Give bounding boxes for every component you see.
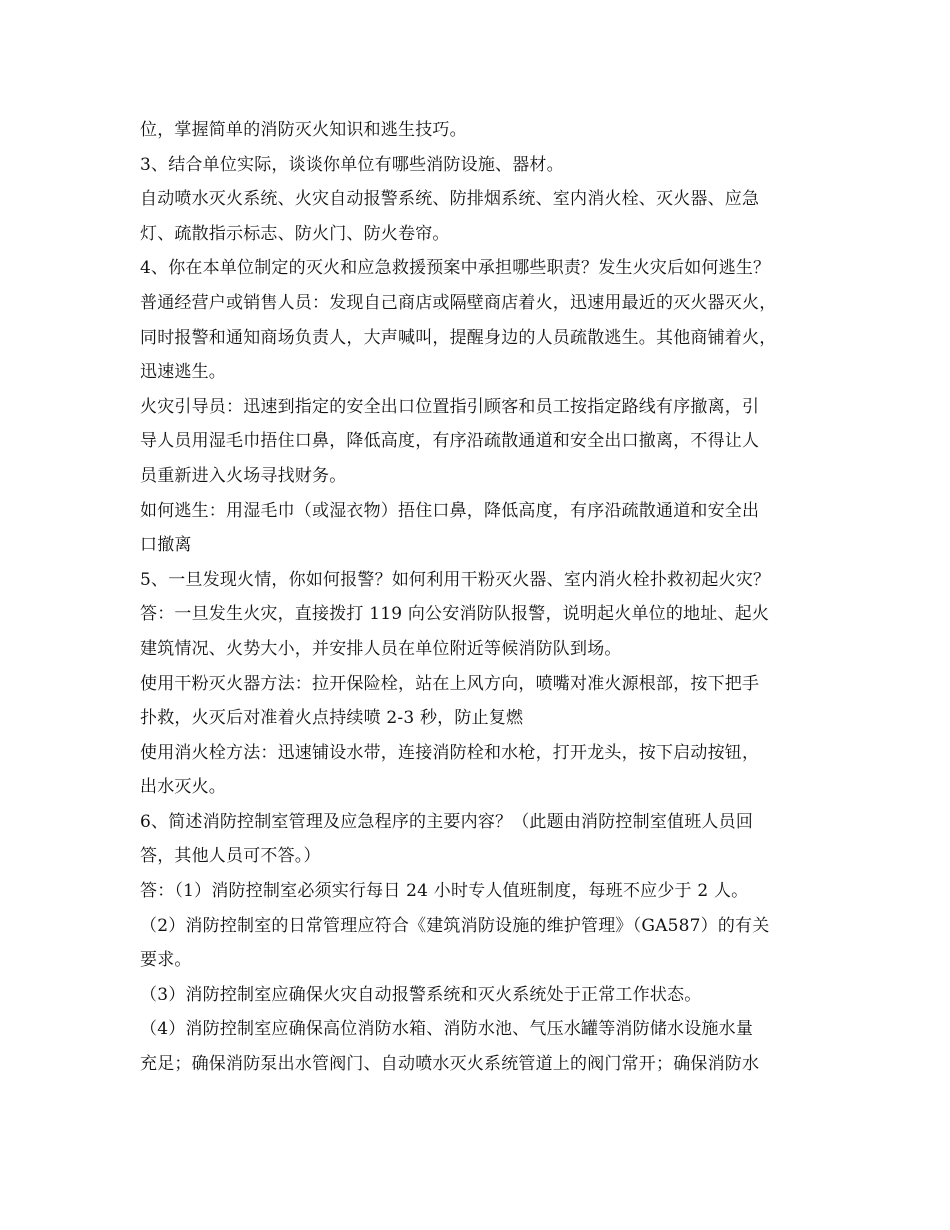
text-line: 员重新进入火场寻找财务。 [140,465,347,486]
text-line: 迅速逃生。 [140,362,226,383]
text-line: 普通经营户或销售人员：发现自己商店或隔壁商店着火，迅速用最近的灭火器灭火， [140,292,777,313]
text-line: 要求。 [140,950,192,971]
text-line: 导人员用湿毛巾捂住口鼻，降低高度，有序沿疏散通道和安全出口撤离，不得让人 [140,431,760,452]
text-line: （2）消防控制室的日常管理应符合《建筑消防设施的维护管理》（GA587）的有关 [140,915,770,936]
question-3-heading: 3、结合单位实际，谈谈你单位有哪些消防设施、器材。 [140,154,564,175]
text-line: （3）消防控制室应确保火灾自动报警系统和灭火系统处于正常工作状态。 [140,984,702,1005]
text-line: 答：（1）消防控制室必须实行每日 24 小时专人值班制度，每班不应少于 2 人。 [140,881,749,902]
text-line: 火灾引导员：迅速到指定的安全出口位置指引顾客和员工按指定路线有序撤离，引 [140,396,760,417]
text-line: 口撤离 [140,535,192,556]
text-line: （4）消防控制室应确保高位消防水箱、消防水池、气压水罐等消防储水设施水量 [140,1019,754,1040]
question-6-heading: 6、简述消防控制室管理及应急程序的主要内容？（此题由消防控制室值班人员回 [140,811,754,832]
question-4-heading: 4、你在本单位制定的灭火和应急救援预案中承担哪些职责？发生火灾后如何逃生？ [140,258,771,279]
text-line: 建筑情况、火势大小，并安排人员在单位附近等候消防队到场。 [140,638,622,659]
text-line: 使用消火栓方法：迅速铺设水带，连接消防栓和水枪，打开龙头，按下启动按钮， [140,742,760,763]
question-5-heading: 5、一旦发现火情，你如何报警？如何利用干粉灭火器、室内消火栓扑救初起火灾？ [140,569,771,590]
text-line: 答：一旦发生火灾，直接拨打 119 向公安消防队报警，说明起火单位的地址、起火 [140,604,770,625]
text-line: 扑救，火灭后对准着火点持续喷 2-3 秒，防止复燃 [140,708,524,729]
text-line: 同时报警和通知商场负责人，大声喊叫，提醒身边的人员疏散逃生。其他商铺着火， [140,327,777,348]
text-line: 灯、疏散指示标志、防火门、防火卷帘。 [140,223,450,244]
text-line: 位，掌握简单的消防灭火知识和逃生技巧。 [140,120,467,140]
text-line: 如何逃生：用湿毛巾（或湿衣物）捂住口鼻，降低高度，有序沿疏散通道和安全出 [140,500,760,521]
document-body [140,113,820,1082]
text-line: 使用干粉灭火器方法：拉开保险栓，站在上风方向，喷嘴对准火源根部，按下把手 [140,673,760,694]
text-line: 出水灭火。 [140,777,226,798]
text-line: 自动喷水灭火系统、火灾自动报警系统、防排烟系统、室内消火栓、灭火器、应急 [140,189,760,210]
text-line: 答，其他人员可不答。） [140,846,321,867]
text-line: 充足；确保消防泵出水管阀门、自动喷水灭火系统管道上的阀门常开；确保消防水 [140,1054,760,1075]
